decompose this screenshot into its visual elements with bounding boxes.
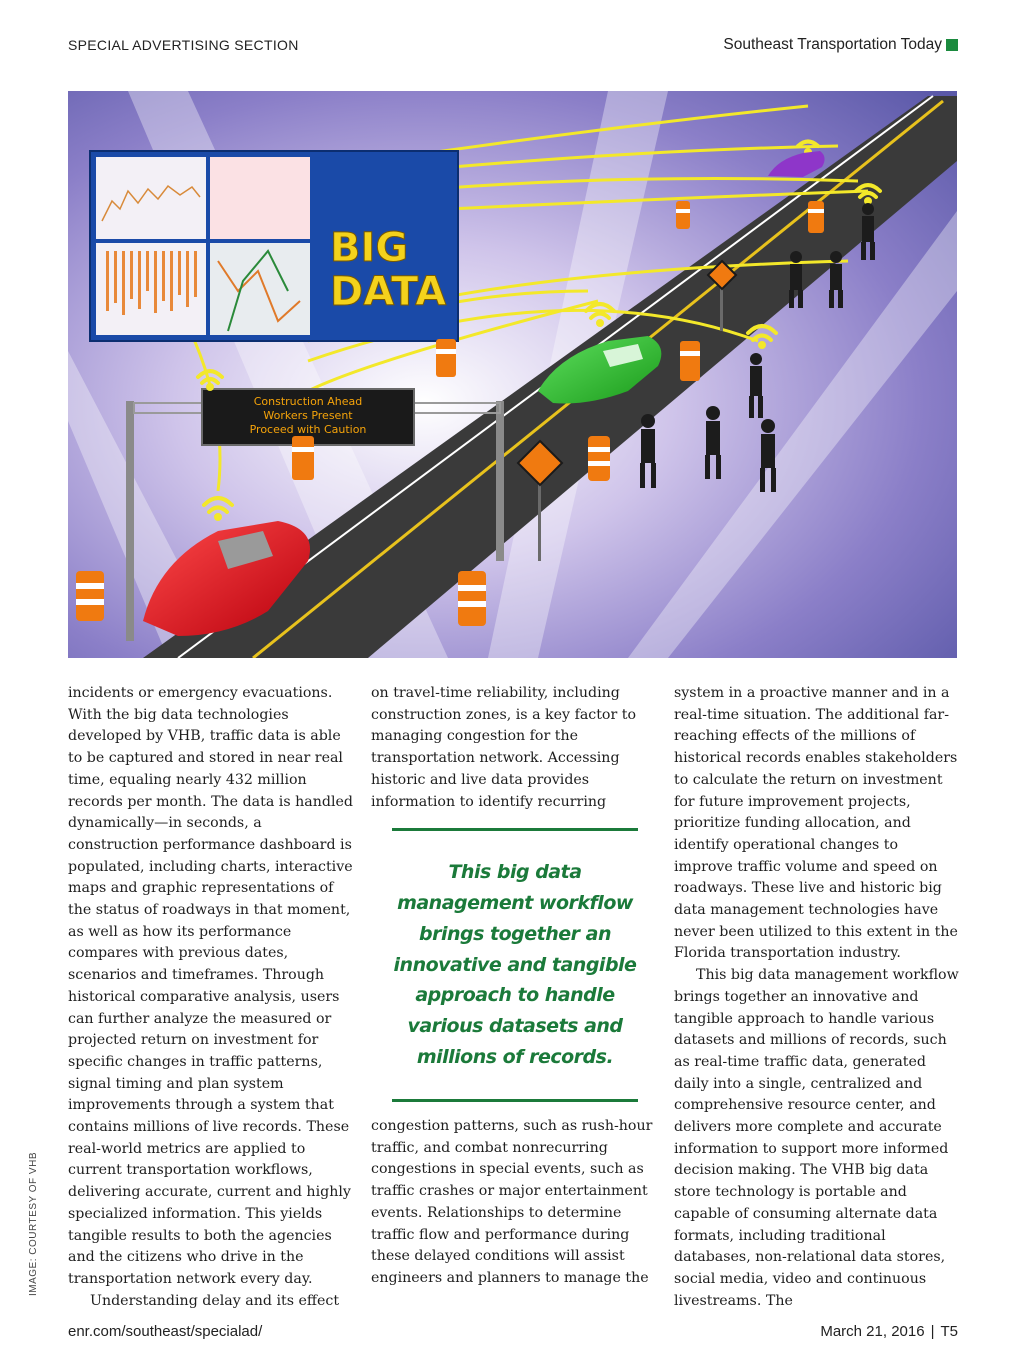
cone: [808, 201, 824, 233]
article-column-1: [68, 683, 353, 1312]
image-credit: IMAGE: COURTESY OF VHB: [28, 1152, 39, 1296]
paragraph: congestion patterns, such as rush-hour traffic, and combat nonrecurring congestions in special events, such as traffic crashes or major entertainment events. Relationships to determine traffic flow and performance during these delayed conditions will assist engineers and planners to manage the: [371, 1118, 653, 1286]
big-data-illustration: [68, 91, 957, 658]
paragraph: This big data management workflow brings together an innovative and tangible approach to handle various datasets and millions of records, such as real-time traffic data, generated daily into a single, centralized and comprehensive resource center, and delivers more complete and accurate information to support more informed decision making. The VHB big data store technology is portable and capable of consuming alternate data formats, including traditional databases, non-relational data stores, social media, video and continuous livestreams. The: [674, 967, 959, 1309]
paragraph: Understanding delay and its effect: [90, 1292, 340, 1309]
dashboard-board: [90, 151, 458, 341]
paragraph: incidents or emergency evacuations. With the big data technologies developed by VHB, traffic data is able to be captured and stored in near real time, equaling nearly 432 million records per month. The data is handled dynamically—in seconds, a construction performance dashboard is populated, including charts, interactive maps and graphic representations of the status of roadways in that moment, as well as how its performance compares with previous dates, scenarios and timeframes. Through historical comparative analysis, users can further analyze the measured or projected return on investment for specific changes in traffic patterns, signal timing and plan system improvements through a system that contains millions of live records. These real-world metrics are applied to current transportation workflows, delivering accurate, current and highly specialized information. This yields tangible results to both the agencies and the citizens who drive in the transportation network every day.: [68, 685, 353, 1287]
footer-separator: |: [930, 1323, 935, 1340]
paragraph: system in a proactive manner and in a real-time situation. The additional far-reaching effects of the millions of historical records enables stakeholders to calculate the return on investment for future improvement projects, prioritize funding allocation, and identify operational changes to improve traffic volume and speed on roadways. These live and historic big data management technologies have never been utilized to this extent in the Florida transportation industry.: [674, 685, 958, 962]
page-number: T5: [940, 1323, 958, 1340]
cone: [588, 436, 610, 481]
sign-line-2: Workers Present: [263, 409, 353, 422]
sign-line-3: Proceed with Caution: [249, 423, 367, 436]
dashboard-title-big: BIG: [330, 225, 409, 271]
cone: [676, 201, 690, 229]
article-column-2-bottom: [371, 1116, 656, 1290]
cone: [680, 341, 700, 381]
footer-date-page: [820, 1323, 958, 1340]
article-column-3: [674, 683, 959, 1312]
cone: [458, 571, 486, 626]
cone: [292, 436, 314, 480]
section-label: SPECIAL ADVERTISING SECTION: [68, 37, 299, 53]
cone: [436, 339, 456, 377]
sign-line-1: Construction Ahead: [253, 395, 363, 408]
publication-name: [723, 36, 958, 54]
article-column-2-top: [371, 683, 656, 813]
footer-url[interactable]: enr.com/southeast/specialad/: [68, 1323, 263, 1340]
footer-date: March 21, 2016: [820, 1323, 925, 1340]
cone: [76, 571, 104, 621]
pull-quote: [392, 828, 638, 1102]
green-square-icon: [946, 39, 958, 51]
pull-quote-text: This big data management workflow brings together an innovative and tangible approach to handle various datasets and millions of records.: [393, 861, 637, 1068]
paragraph: on travel-time reliability, including construction zones, is a key factor to managing congestion for the transportation network. Accessing historic and live data provides information to identify recurring: [371, 685, 636, 810]
dashboard-title-data: DATA: [330, 269, 447, 315]
publication-title: Southeast Transportation Today: [723, 36, 942, 53]
